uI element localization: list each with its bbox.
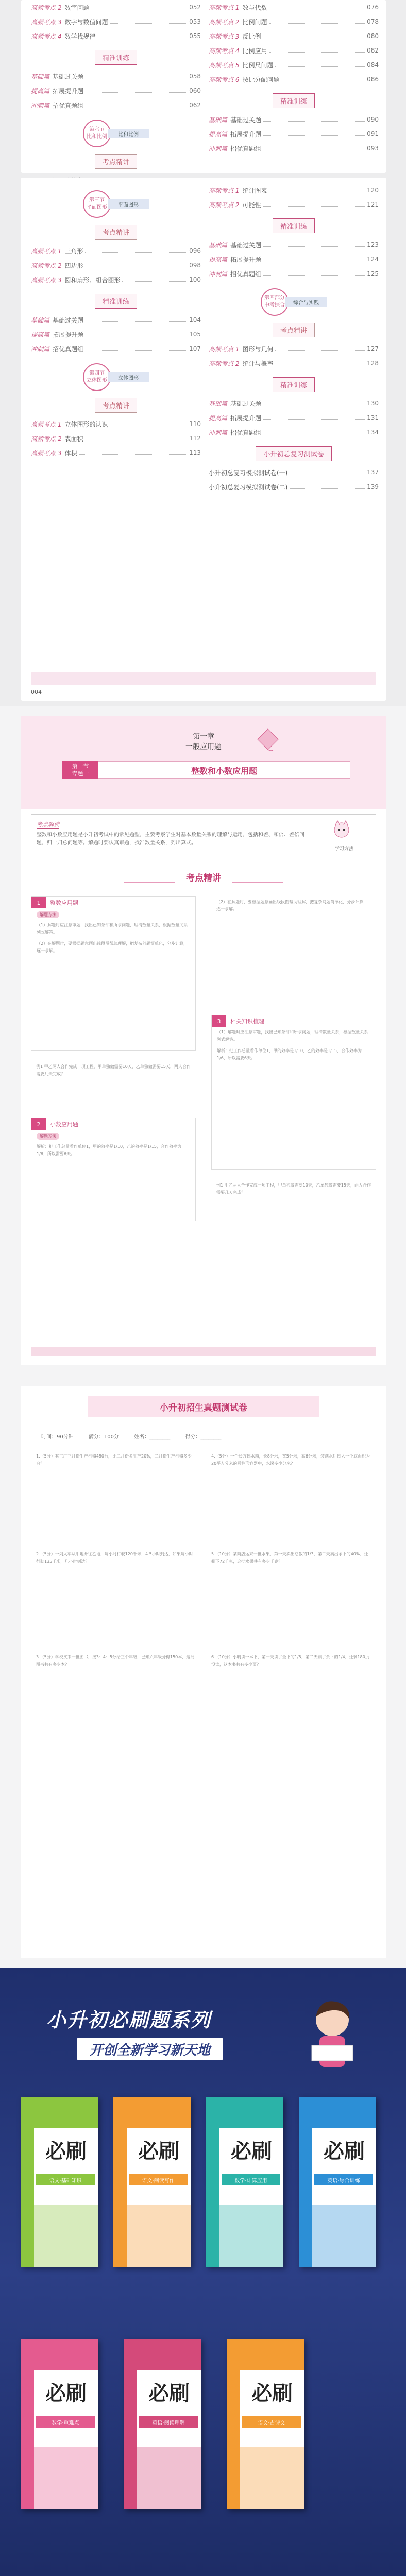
method-tag: 解题方法 xyxy=(37,1133,59,1140)
body-text: （2）在解题时，要根据题意画出线段图帮助理解，把复杂问题简单化，分步计算，逐一求解。 xyxy=(37,941,188,953)
toc-entry[interactable]: 高频考点 3 数字与数值问题 053 xyxy=(31,18,201,26)
body-text: （1）解题时应注意审题，找出已知条件和所求问题，理清数量关系，根据数量关系列式解答。 xyxy=(217,1030,368,1042)
question: 6.（10分）小明读一本书，第一天读了全书的1/5，第二天读了余下的1/4，还剩180页没读，这本书共有多少页？ xyxy=(211,1655,369,1667)
book-subtitle: 语文·阅读写作 xyxy=(129,2174,188,2185)
series-title: 小升初必刷题系列 xyxy=(46,2009,212,2031)
toc-entry[interactable]: 基础篇 基础过关题 058 xyxy=(31,73,201,80)
example-text: 例1 甲乙两人合作完成一项工程，甲单独做需要10天，乙单独做需要15天，两人合作需要几天完成？ xyxy=(216,1183,371,1195)
question: 1.（5分）某工厂三月份生产机器480台，比二月份多生产20%，二月份生产机器多少台？ xyxy=(36,1454,192,1466)
toc-entry[interactable]: 高频考点 4 数学找规律 055 xyxy=(31,32,201,40)
exam-meta: 时间：90分钟 满分：100分 姓名：________ 得分：________ xyxy=(41,1434,222,1440)
toc-entry[interactable]: 高频考点 2 统计与概率 128 xyxy=(209,360,379,367)
toc-entry[interactable]: 基础篇 基础过关题 090 xyxy=(209,116,379,124)
toc-entry[interactable]: 基础篇 基础过关题 130 xyxy=(209,400,379,408)
toc-entry[interactable]: 小升初总复习模拟测试卷(一) 137 xyxy=(209,469,379,477)
book-cover[interactable] xyxy=(21,2339,98,2509)
exam-reading-box xyxy=(31,814,376,855)
toc-column-right xyxy=(209,0,379,156)
book-subtitle: 数学·计算应用 xyxy=(222,2174,280,2185)
book-title: 必刷 xyxy=(324,2139,365,2163)
exam-reading-tag: 考点解读 xyxy=(37,821,59,828)
toc-entry[interactable]: 高频考点 1 图形与几何 127 xyxy=(209,345,379,353)
chapter-label: 第一章 xyxy=(193,733,214,741)
question: 4.（5分）一个长方体水箱，长8分米，宽5分米，高6分米，装满水后倒入一个底面积为20平方分米的圆柱形容器中，水深多少分米？ xyxy=(211,1454,370,1466)
book-cover[interactable] xyxy=(113,2097,191,2267)
book-title: 必刷 xyxy=(138,2139,179,2163)
toc-entry[interactable]: 高频考点 3 圆和扇形、组合图形 100 xyxy=(31,276,201,284)
method-tag: 解题方法 xyxy=(37,911,59,918)
toc-entry[interactable]: 基础篇 基础过关题 123 xyxy=(209,241,379,249)
section-name: 整数和小数应用题 xyxy=(191,766,257,776)
book-subtitle: 英语·综合训练 xyxy=(314,2174,373,2185)
toc-entry[interactable]: 冲刺篇 招优真题组 107 xyxy=(31,345,201,353)
book-title: 必刷 xyxy=(45,2139,87,2163)
drill-heading: 精准训练 xyxy=(209,92,379,109)
mascot-caption: 学习方法 xyxy=(334,846,353,852)
page-number: 004 xyxy=(31,689,42,696)
drill-heading: 精准训练 xyxy=(209,376,379,393)
toc-entry[interactable]: 高频考点 2 可能性 121 xyxy=(209,201,379,209)
knowledge-box: 2 小数应用题 解题方法 解析：把工作总量看作单位1，甲的效率是1/10，乙的效率是1/15，合作效率为1/6，所以需要6天。 xyxy=(31,1118,196,1221)
toc-column-left xyxy=(31,0,201,188)
unit-badge: 第四节 立体图形 立体图形 xyxy=(31,363,201,391)
body-text: （2）在解题时，要根据题意画出线段图帮助理解，把复杂问题简单化，分步计算，逐一求解。 xyxy=(216,900,368,911)
knowledge-box: 3 相关知识梳理 （1）解题时应注意审题，找出已知条件和所求问题，理清数量关系，根据数量关系列式解答。 解析：把工作总量看作单位1，甲的效率是1/10，乙的效率是1/15，合作效率为1/6，所以需要6天。 xyxy=(211,1015,376,1170)
book-subtitle: 英语·阅读理解 xyxy=(139,2416,198,2428)
section-bar xyxy=(62,761,350,779)
toc-entry[interactable]: 高频考点 6 按比分配问题 086 xyxy=(209,76,379,83)
toc-entry[interactable]: 高频考点 3 体积 113 xyxy=(31,449,201,457)
final-test-heading: 小升初总复习测试卷 xyxy=(209,445,379,462)
toc-entry[interactable]: 提高篇 拓展提升题 131 xyxy=(209,414,379,422)
chapter-name: 一般应用题 xyxy=(185,743,222,751)
toc-entry[interactable]: 小升初总复习模拟测试卷(二) 139 xyxy=(209,483,379,491)
table-of-contents-section xyxy=(0,0,406,706)
kd-heading: 考点精讲 xyxy=(31,223,201,241)
toc-entry[interactable]: 高频考点 2 数字问题 052 xyxy=(31,4,201,11)
toc-entry[interactable]: 冲刺篇 招优真题组 062 xyxy=(31,101,201,109)
question: 2.（5分）一列火车从甲地开往乙地，每小时行驶120千米，4.5小时到达，如果每小时行驶135千米，几小时到达？ xyxy=(36,1552,193,1564)
toc-entry[interactable]: 高频考点 1 统计图表 120 xyxy=(209,187,379,194)
book-title: 必刷 xyxy=(45,2381,87,2405)
toc-card-top xyxy=(21,0,386,173)
unit-badge: 第四部分 中考综合 综合与实践 xyxy=(209,288,379,316)
book-subtitle: 数学·重难点 xyxy=(36,2416,95,2428)
series-section xyxy=(0,1968,406,2576)
mascot xyxy=(321,819,367,852)
knowledge-box xyxy=(31,896,196,1051)
exam-title: 小升初招生真题测试卷 xyxy=(160,1402,247,1413)
body-text: 解析：把工作总量看作单位1，甲的效率是1/10，乙的效率是1/15，合作效率为1/6，所以需要6天。 xyxy=(37,1144,182,1156)
toc-card-bottom xyxy=(21,178,386,701)
toc-entry[interactable]: 高频考点 5 比例尺问题 084 xyxy=(209,61,379,69)
chapter-title xyxy=(175,732,232,752)
chapter-header xyxy=(21,716,386,809)
toc-entry[interactable]: 基础篇 基础过关题 104 xyxy=(31,316,201,324)
kd-heading: 考点精讲 xyxy=(31,396,201,414)
knowledge-box-head: 1 整数应用题 xyxy=(31,897,195,908)
exam-reading-text: 整数和小数应用题是小升初考试中的常见题型，主要考察学生对基本数量关系的理解与运用，包括和差、和倍、差倍问题，归一归总问题等。解题时要认真审题，找准数量关系，列出算式。 xyxy=(37,832,304,846)
toc-entry[interactable]: 高频考点 1 立体图形的认识 110 xyxy=(31,420,201,428)
question: 5.（10分）某商店运来一批水果，第一天卖出总数的1/3，第二天卖出余下的40%，还剩下72千克，这批水果共有多少千克？ xyxy=(211,1552,368,1564)
book-cover[interactable] xyxy=(227,2339,304,2509)
body-text: （1）解题时应注意审题，找出已知条件和所求问题，理清数量关系，根据数量关系列式解答。 xyxy=(37,923,188,935)
toc-entry[interactable]: 冲刺篇 招优真题组 093 xyxy=(209,145,379,152)
series-subtitle: 开创全新学习新天地 xyxy=(77,2038,223,2060)
drill-heading: 精准训练 xyxy=(31,48,201,66)
body-text: 解析：把工作总量看作单位1，甲的效率是1/10，乙的效率是1/15，合作效率为1/6，所以需要6天。 xyxy=(217,1048,362,1060)
book-subtitle: 语文·古诗文 xyxy=(242,2416,301,2428)
toc-entry[interactable]: 提高篇 拓展提升题 124 xyxy=(209,256,379,263)
book-cover[interactable] xyxy=(299,2097,376,2267)
toc-entry[interactable]: 提高篇 拓展提升题 091 xyxy=(209,130,379,138)
girl-reading-illustration xyxy=(289,1989,376,2076)
book-cover[interactable] xyxy=(206,2097,283,2267)
book-title: 必刷 xyxy=(148,2381,190,2405)
toc-entry[interactable]: 高频考点 4 比例应用 082 xyxy=(209,47,379,55)
kd-line-left xyxy=(124,882,175,883)
toc-entry[interactable]: 冲刺篇 招优真题组 134 xyxy=(209,429,379,436)
toc-entry[interactable]: 提高篇 拓展提升题 060 xyxy=(31,87,201,95)
toc-entry[interactable]: 高频考点 3 反比例 080 xyxy=(209,32,379,40)
toc-entry[interactable]: 高频考点 2 比例问题 078 xyxy=(209,18,379,26)
toc-entry[interactable]: 高频考点 2 四边形 098 xyxy=(31,262,201,269)
book-cover[interactable] xyxy=(21,2097,98,2267)
footer-bar xyxy=(31,672,376,685)
exam-page xyxy=(21,1386,386,1958)
toc-entry[interactable]: 提高篇 拓展提升题 105 xyxy=(31,331,201,338)
chapter-section xyxy=(0,706,406,1376)
unit-badge: 第三节 平面图形 平面图形 xyxy=(31,190,201,218)
kd-title: 考点精讲 xyxy=(186,873,221,884)
toc-entry[interactable]: 冲刺篇 招优真题组 125 xyxy=(209,270,379,278)
example-text: 例1 甲乙两人合作完成一项工程，甲单独做需要10天，乙单独做需要15天，两人合作需要几天完成？ xyxy=(36,1064,191,1076)
unit-tag: 第一节 专题一 xyxy=(62,761,98,779)
book-cover[interactable] xyxy=(124,2339,201,2509)
toc-entry[interactable]: 高频考点 2 表面积 112 xyxy=(31,435,201,443)
exam-section xyxy=(0,1376,406,1968)
kd-heading: 考点精讲 xyxy=(209,321,379,338)
kd-heading: 考点精讲 xyxy=(31,152,201,170)
toc-entry[interactable]: 高频考点 1 数与代数 076 xyxy=(209,4,379,11)
book-subtitle: 语文·基础知识 xyxy=(36,2174,95,2185)
kite-icon xyxy=(252,726,283,752)
book-spine xyxy=(21,2097,34,2267)
drill-heading: 精准训练 xyxy=(209,217,379,234)
toc-column-left xyxy=(31,183,201,460)
cat-mascot-icon xyxy=(331,819,352,839)
question: 3.（5分）学校买来一批图书，按3：4：5分给三个年级，已知六年级分得150本，这批图书共有多少本？ xyxy=(36,1655,195,1667)
toc-entry[interactable]: 高频考点 1 三角形 096 xyxy=(31,247,201,255)
chapter-page xyxy=(21,716,386,1365)
unit-badge: 第六节 比和比例 比和比例 xyxy=(31,120,201,147)
toc-column-right xyxy=(209,183,379,494)
footer-bar xyxy=(31,1347,376,1356)
kd-line-right xyxy=(232,882,283,883)
exam-banner xyxy=(88,1396,319,1417)
book-title: 必刷 xyxy=(251,2381,293,2405)
drill-heading: 精准训练 xyxy=(31,292,201,310)
book-title: 必刷 xyxy=(231,2139,272,2163)
